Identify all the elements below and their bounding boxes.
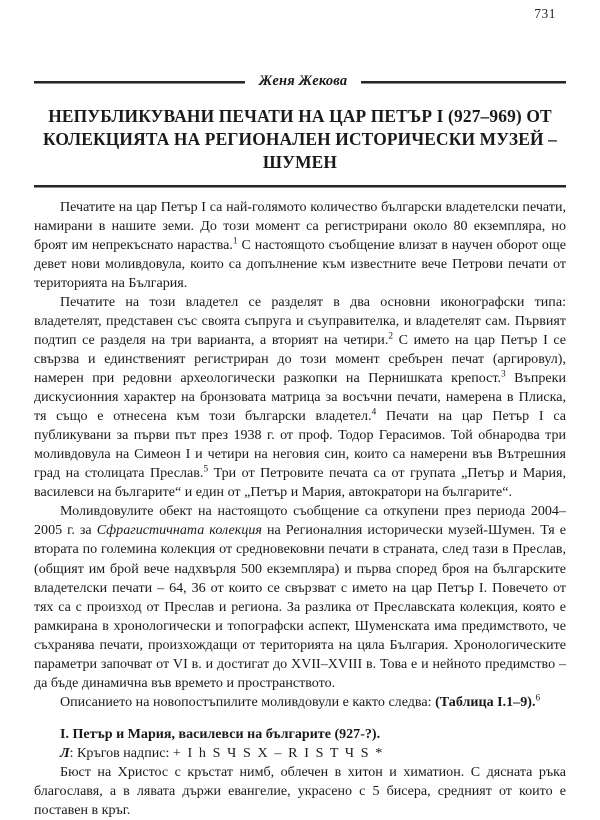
footnote-ref-5: 5 <box>203 464 209 475</box>
author-name: Женя Жекова <box>258 73 348 89</box>
greek-inscription: + I h S Ч S X – R I S T Ч S * <box>172 744 384 761</box>
footnote-ref-2: 2 <box>388 331 394 342</box>
paragraph-3-part-2: на Регионалния исторически музей-Шумен. Тя е втората по големина колекция от средновековни печати в страната, след тази в Преслав, (общият им брой вече надхвърля 500 екземпляра) и първа според броя на българските владетелски печати – 64, 36 от които се свързват с името на цар Петър I. Повечето от тях са с произход от Преслав и региона. За разлика от Преславската колекция, която е рамкирана в хронологически и топографски аспект, Шуменската има предимството, че съхранява печати, произхождащи от територията на цяла България. Хронологическите параметри започват от VI в. и достигат до XVII–XVIII в. Това е и нейното предимство – да бъде динамична във времето и пространството. <box>34 522 567 691</box>
entry-legend-label: : Кръгов надпис: <box>69 744 173 761</box>
paragraph-4 <box>34 693 566 712</box>
paragraph-2-part-2: С името на цар Петър I се свързва и единственият регистриран до този момент сребърен печат (аргировул), намерен при редовни археологически разкопки на Пернишката крепост. <box>34 332 567 387</box>
collection-title-italic: Сфрагистичната колекция <box>96 522 262 539</box>
title-rule <box>34 185 566 187</box>
paragraph-2-part-5: Три от Петровите печата са от групата „Петър и Мария, василевси на българите“ и един от „Петър и Мария, автократори на българите“. <box>34 465 566 501</box>
paragraph-2 <box>34 293 566 502</box>
footnote-ref-1: 1 <box>232 236 238 247</box>
footnote-ref-6: 6 <box>535 693 541 704</box>
rule-left <box>34 81 245 83</box>
entry-heading: I. Петър и Мария, василевси на българите (927-?). <box>60 725 381 742</box>
paragraph-3-part-1: Моливдовулите обект на настоящото съобщение са откупени през периода 2004–2005 г. за <box>34 503 566 539</box>
paragraph-4-part-2: . <box>531 693 536 710</box>
footnote-ref-3: 3 <box>501 369 506 380</box>
paragraph-4-part-1: Описанието на новопостъпилите моливдовули е както следва: <box>60 693 436 710</box>
entry-description: Бюст на Христос с кръстат нимб, облечен в хитон и химатион. С дясната ръка благославя, а в лявата държи евангелие, украсено с 5 бисера, средният от които е поставен в кръг. <box>34 763 566 818</box>
paragraph-1 <box>34 198 566 293</box>
paragraph-1-part-1: Печатите на цар Петър I са най-голямото количество български владетелски печати, намирани в нашите земи. До този момент са регистрирани около 80 екземпляра, но броят им непрекъснато нараства. <box>34 198 566 253</box>
table-reference: (Таблица I.1–9) <box>435 693 532 710</box>
footnote-ref-4: 4 <box>371 407 377 418</box>
rule-right <box>361 81 566 83</box>
paragraph-2-part-3: Въпреки дискусионния характер на бронзовата матрица за восъчни печати, намерена в Плиска, тя също е отнесена към този български владетел. <box>34 370 566 425</box>
paragraph-2-part-4: Печати на цар Петър I са публикувани за първи път през 1938 г. от проф. Тодор Герасимов. Той обнародва три моливдовула на Симеон I и четири на неговия син, които са намерени във Вътрешния град на столицата Преслав. <box>34 408 566 482</box>
paragraph-1-part-2: С настоящото съобщение влизат в научен оборот още девет нови моливдовула, които са допълнение към известните вече Петрови печати от територията на България. <box>34 236 566 292</box>
article-body <box>34 198 566 712</box>
entry-legend <box>34 744 566 763</box>
catalogue-entry <box>34 725 566 820</box>
page-number: 731 <box>534 6 556 21</box>
article-title: НЕПУБЛИКУВАНИ ПЕЧАТИ НА ЦАР ПЕТЪР I (927–969) ОТ КОЛЕКЦИЯТА НА РЕГИОНАЛЕН ИСТОРИЧЕСКИ МУЗЕЙ – ШУМЕН <box>43 106 557 172</box>
paragraph-2-part-1: Печатите на този владетел се разделят в два основни иконографски типа: владетелят, представен със своята съпруга и съуправителка, и владетелят сам. Първият подтип се разделя на три варианта, а вторият на четири. <box>34 294 566 349</box>
obverse-side-mark: Л <box>60 744 70 761</box>
author-band <box>34 73 566 90</box>
paragraph-3 <box>34 502 566 692</box>
